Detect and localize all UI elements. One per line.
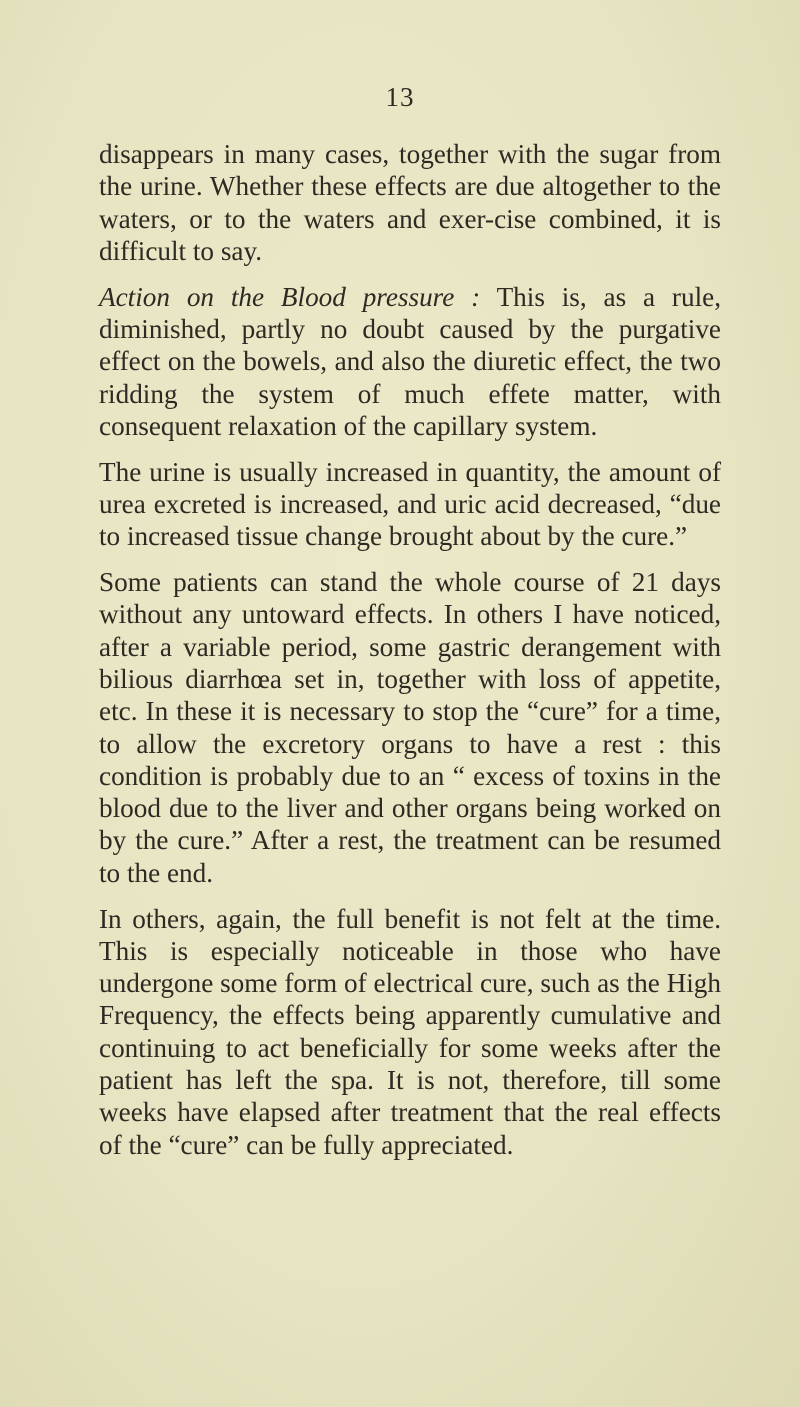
paragraph-2-text: This is, as a rule, diminished, partly no doubt caused by the purgative effect on the bowels, and also the diuretic effect, the two ridding the system of much effete matter, with consequent relaxation of the capillary system. [99,281,721,441]
paragraph-5 [99,903,721,1161]
paragraph-5-text: In others, again, the full benefit is not felt at the time. This is especially noticeable in those who have undergone some form of electrical cure, such as the High Frequency, the effects being apparently cumulative and continuing to act beneficially for some weeks after the patient has left the spa. It is not, therefore, till some weeks have elapsed after treatment that the real effects of the “cure” can be fully appreciated. [99,903,721,1160]
paragraph-1 [99,138,721,267]
paragraph-3 [99,456,721,553]
paragraph-4-text: Some patients can stand the whole course of 21 days without any untoward effects. In others I have noticed, after a variable period, some gastric derangement with bilious diarrhœa set in, together with loss of appetite, etc. In these it is necessary to stop the “cure” for a time, to allow the excretory organs to have a rest : this condition is probably due to an “ excess of toxins in the blood due to the liver and other organs being worked on by the cure.” After a rest, the treatment can be resumed to the end. [99,567,721,888]
page-number: 13 [385,82,415,112]
paragraph-1-text: disappears in many cases, together with the sugar from the urine. Whether these effects are due altogether to the waters, or to the waters and exer-cise combined, it is difficult to say. [99,139,721,266]
paragraph-2 [99,281,721,442]
paragraph-4 [99,566,721,889]
paragraph-2-heading: Action on the Blood pressure : [99,281,481,312]
paragraph-3-text: The urine is usually increased in quantity, the amount of urea excreted is increased, and uric acid decreased, “due to increased tissue change brought about by the cure.” [99,456,721,552]
body-text [99,138,721,1174]
